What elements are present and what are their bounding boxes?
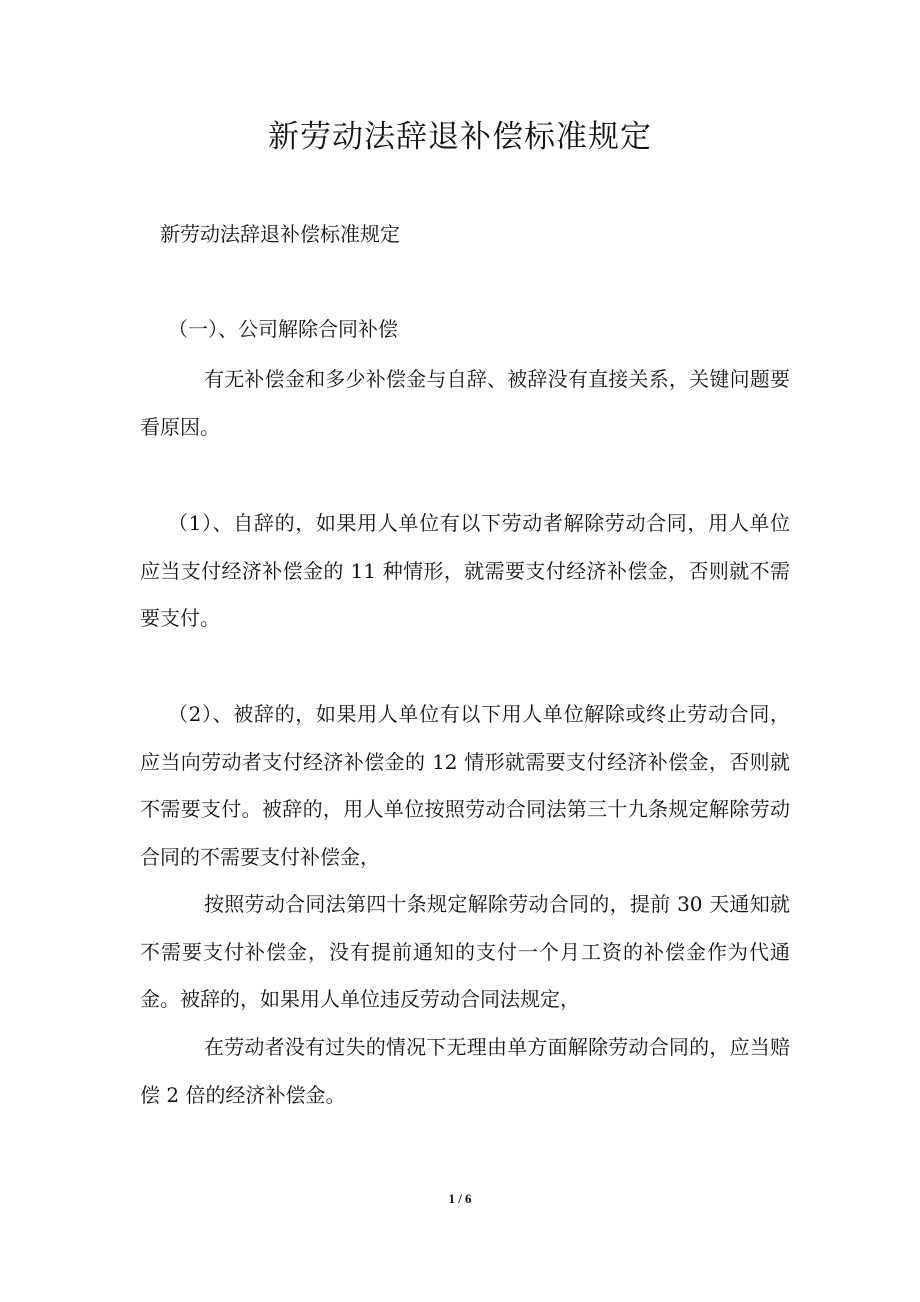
page-number: 1 / 6 xyxy=(448,1191,472,1206)
paragraph: 在劳动者没有过失的情况下无理由单方面解除劳动合同的，应当赔偿 2 倍的经济补偿金。 xyxy=(140,1035,790,1107)
paragraph: 有无补偿金和多少补偿金与自辞、被辞没有直接关系，关键问题要看原因。 xyxy=(140,367,790,439)
document-title: 新劳动法辞退补偿标准规定 xyxy=(268,119,652,155)
section-heading: （一）、公司解除合同补偿 xyxy=(168,317,398,341)
paragraph: 按照劳动合同法第四十条规定解除劳动合同的，提前 30 天通知就不需要支付补偿金，没有提前通知的支付一个月工资的补偿金作为代通金。被辞的，如果用人单位违反劳动合同法规定， xyxy=(140,892,790,1011)
document-subtitle: 新劳动法辞退补偿标准规定 xyxy=(160,222,400,246)
paragraph: （1）、自辞的，如果用人单位有以下劳动者解除劳动合同，用人单位应当支付经济补偿金的 11 种情形，就需要支付经济补偿金，否则就不需要支付。 xyxy=(140,511,790,630)
paragraph: （2）、被辞的，如果用人单位有以下用人单位解除或终止劳动合同，应当向劳动者支付经济补偿金的 12 情形就需要支付经济补偿金，否则就不需要支付。被辞的，用人单位按照劳动合同法第三十九条规定解除劳动合同的不需要支付补偿金， xyxy=(140,702,790,869)
